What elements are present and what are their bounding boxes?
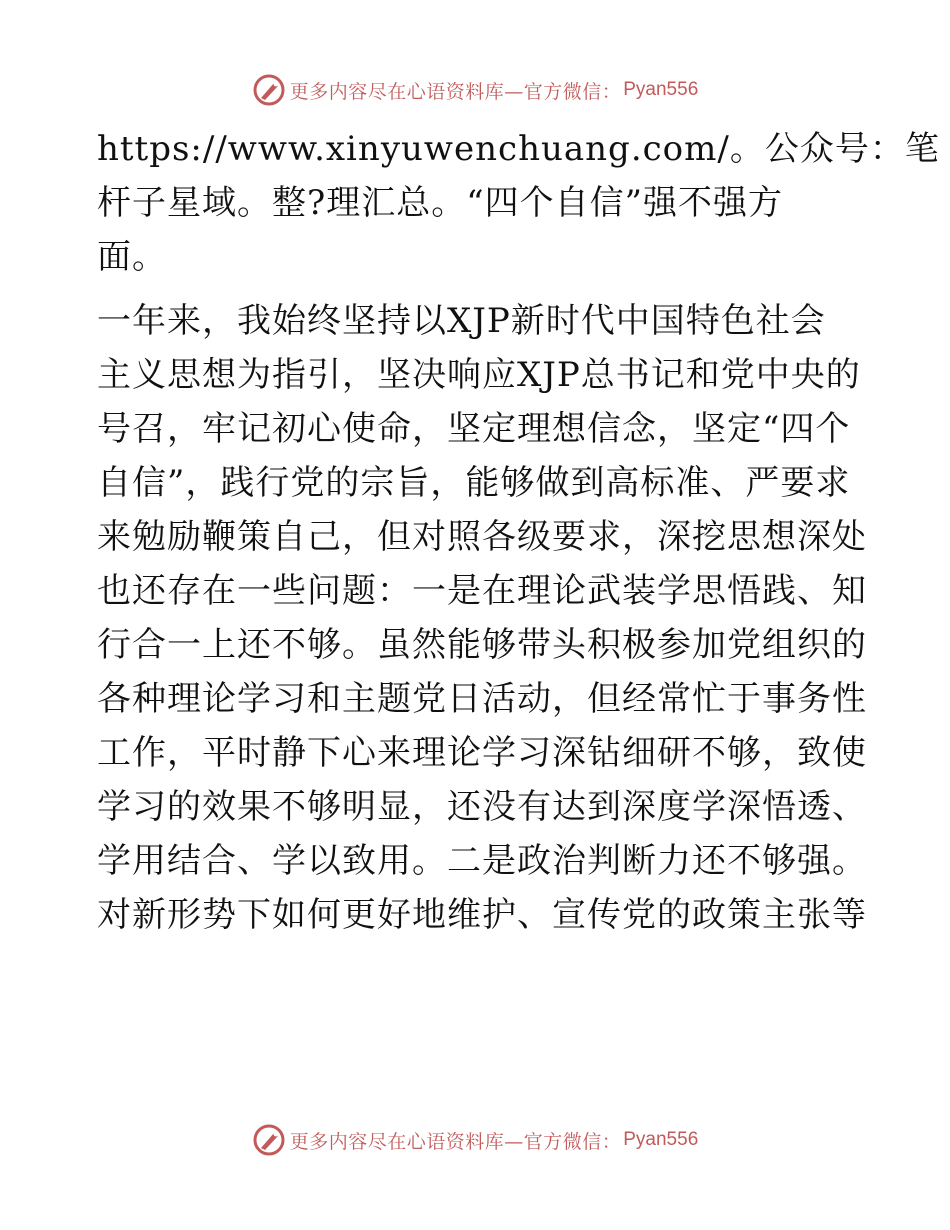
text-line: 面。 (97, 237, 167, 277)
paragraph (97, 294, 867, 942)
text-line: 对新形势下如何更好地维护、宣传党的政策主张等 (97, 895, 867, 935)
text-line: 号召，牢记初心使命，坚定理想信念，坚定“四个 (97, 409, 851, 449)
text-line: 来勉励鞭策自己，但对照各级要求，深挖思想深处 (97, 517, 867, 557)
text-line: 学用结合、学以致用。二是政治判断力还不够强。 (97, 841, 867, 881)
text-line: 主义思想为指引，坚决响应XJP总书记和党中央的 (97, 355, 861, 395)
watermark-text: 更多内容尽在心语资料库—官方微信： (289, 80, 622, 103)
text-line: 一年来，我始终坚持以XJP新时代中国特色社会 (97, 301, 826, 341)
text-line: 工作，平时静下心来理论学习深钻细研不够，致使 (97, 733, 867, 773)
text-line: 杆子星域。整?理汇总。“四个自信”强不强方 (97, 183, 783, 223)
paragraph (97, 122, 940, 284)
watermark-wechat-id: Pyan556 (623, 79, 699, 100)
document-body (97, 122, 940, 942)
watermark-header (0, 70, 950, 110)
text-line: https://www.xinyuwenchuang.com/。公众号：笔 (97, 129, 940, 169)
text-line: 自信”，践行党的宗旨，能够做到高标准、严要求 (97, 463, 851, 503)
pen-logo-icon (252, 73, 286, 107)
text-line: 各种理论学习和主题党日活动，但经常忙于事务性 (97, 679, 867, 719)
watermark-wechat-id: Pyan556 (623, 1129, 699, 1150)
watermark-text: 更多内容尽在心语资料库—官方微信： (289, 1130, 622, 1153)
text-line: 也还存在一些问题：一是在理论武装学思悟践、知 (97, 571, 867, 611)
text-line: 行合一上还不够。虽然能够带头积极参加党组织的 (97, 625, 867, 665)
watermark-footer (0, 1120, 950, 1160)
text-line: 学习的效果不够明显，还没有达到深度学深悟透、 (97, 787, 867, 827)
pen-logo-icon (252, 1123, 286, 1157)
